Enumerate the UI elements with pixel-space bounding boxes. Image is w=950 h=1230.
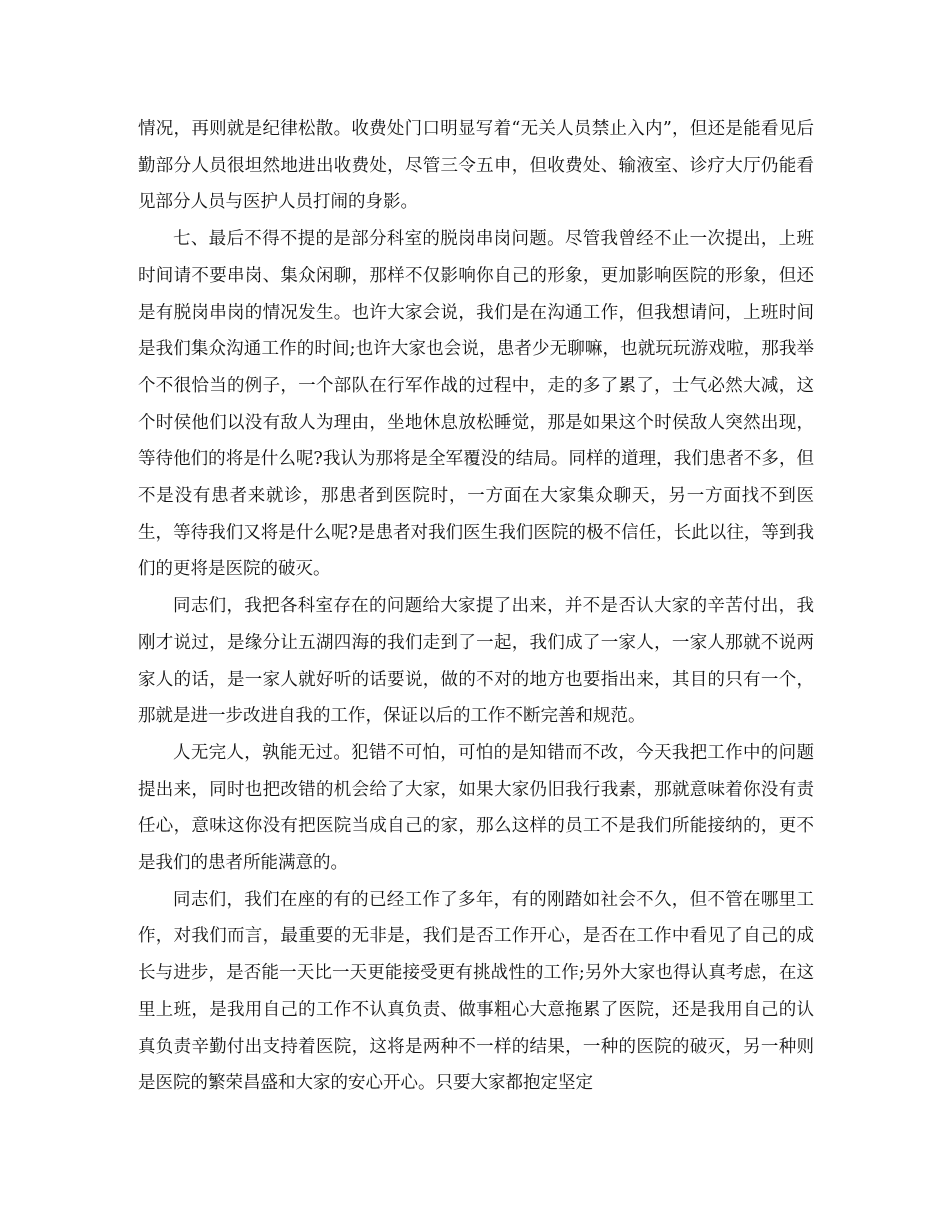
paragraph-comrades-problems: 同志们，我把各科室存在的问题给大家提了出来，并不是否认大家的辛苦付出，我刚才说过，是缘分让五湖四海的我们走到了一起，我们成了一家人，一家人那就不说两家人的话，是一家人就好听的话要说，做的不对的地方也要指出来，其目的只有一个，那就是进一步改进自我的工作，保证以后的工作不断完善和规范。 — [138, 596, 814, 727]
paragraph-comrades-work: 同志们，我们在座的有的已经工作了多年，有的刚踏如社会不久，但不管在哪里工作，对我们而言，最重要的无非是，我们是否工作开心，是否在工作中看见了自己的成长与进步，是否能一天比一天更能接受更有挑战性的工作;另外大家也得认真考虑，在这里上班，是我用自己的工作不认真负责、做事粗心大意拖累了医院，还是我用自己的认真负责辛勤付出支持着医院，这将是两种不一样的结果，一种的医院的破灭，另一种则是医院的繁荣昌盛和大家的安心开心。只要大家都抱定坚定 — [138, 889, 814, 1094]
document-body — [138, 111, 814, 1102]
paragraph-item-seven: 七、最后不得不提的是部分科室的脱岗串岗问题。尽管我曾经不止一次提出，上班时间请不要串岗、集众闲聊，那样不仅影响你自己的形象，更加影响医院的形象，但还是有脱岗串岗的情况发生。也许大家会说，我们是在沟通工作，但我想请问，上班时间是我们集众沟通工作的时间;也许大家也会说，患者少无聊嘛，也就玩玩游戏啦，那我举个不很恰当的例子，一个部队在行军作战的过程中，走的多了累了，士气必然大减，这个时侯他们以没有敌人为理由，坐地休息放松睡觉，那是如果这个时侯敌人突然出现，等待他们的将是什么呢?我认为那将是全军覆没的结局。同样的道理，我们患者不多，但不是没有患者来就诊，那患者到医院时，一方面在大家集众聊天，另一方面找不到医生，等待我们又将是什么呢?是患者对我们医生我们医院的极不信任，长此以往，等到我们的更将是医院的破灭。 — [138, 229, 814, 580]
paragraph-discipline-continued: 情况，再则就是纪律松散。收费处门口明显写着“无关人员禁止入内”，但还是能看见后勤部分人员很坦然地进出收费处，尽管三令五申，但收费处、输液室、诊疗大厅仍能看见部分人员与医护人员打闹的身影。 — [138, 119, 814, 213]
paragraph-no-one-perfect: 人无完人，孰能无过。犯错不可怕，可怕的是知错而不改，今天我把工作中的问题提出来，同时也把改错的机会给了大家，如果大家仍旧我行我素，那就意味着你没有责任心，意味这你没有把医院当成自己的家，那么这样的员工不是我们所能接纳的，更不是我们的患者所能满意的。 — [138, 742, 814, 874]
